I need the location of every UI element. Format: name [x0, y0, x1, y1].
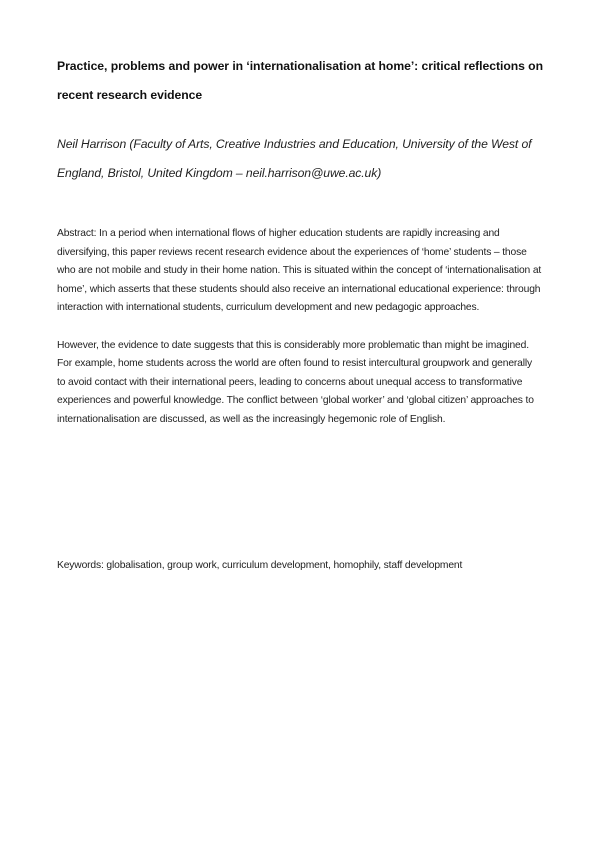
abstract-paragraph-1: Abstract: In a period when international flows of higher education students are rapidly increasing and diversifying, this paper reviews recent research evidence about the experiences of ‘home’ students – those who are not mobile and study in their home nation. This is situated within the concept of ‘internationalisation at home’, which asserts that these students should also receive an international educational experience: through interaction with international students, curriculum development and new pedagogic approaches.: [57, 228, 542, 314]
abstract: [57, 225, 543, 430]
keywords: Keywords: globalisation, group work, curriculum development, homophily, staff development: [57, 560, 463, 571]
author-affiliation: Neil Harrison (Faculty of Arts, Creative Industries and Education, University of the West of England, Bristol, United Kingdom – neil.harrison@uwe.ac.uk): [57, 137, 532, 180]
paper-title: Practice, problems and power in ‘internationalisation at home’: critical reflections on recent research evidence: [57, 59, 543, 102]
abstract-paragraph-2: However, the evidence to date suggests that this is considerably more problematic than might be imagined. For example, home students across the world are often found to resist intercultural groupwork and generally to avoid contact with their international peers, leading to concerns about unequal access to transformative experiences and powerful knowledge. The conflict between ‘global worker’ and ‘global citizen’ approaches to internationalisation are discussed, as well as the increasingly hegemonic role of English.: [57, 339, 534, 425]
